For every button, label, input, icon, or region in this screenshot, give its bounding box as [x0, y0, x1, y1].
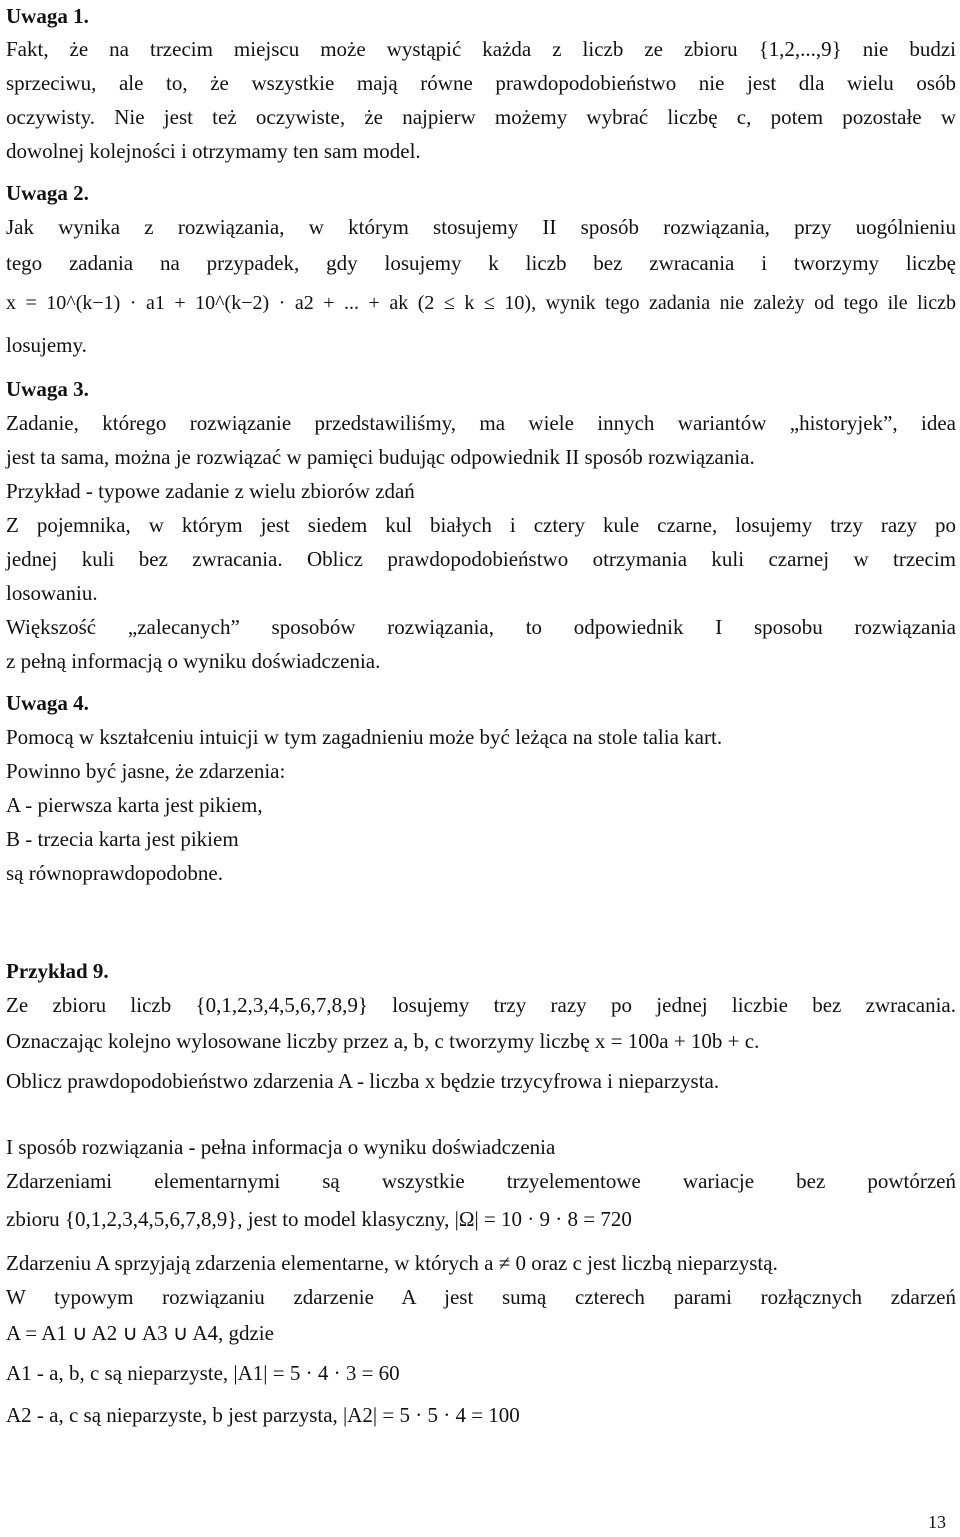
paragraph-line: z pełną informacją o wyniku doświadczenia. [6, 649, 381, 673]
paragraph-line: sprzeciwu, ale to, że wszystkie mają równe prawdopodobieństwo nie jest dla wielu osób [6, 71, 956, 95]
text: Fakt, że na trzecim miejscu może wystąpić każda z liczb ze zbioru {1,2,...,9} nie budzi [6, 37, 956, 61]
paragraph-line: Z pojemnika, w którym jest siedem kul białych i cztery kule czarne, losujemy trzy razy po [6, 513, 956, 537]
paragraph-line: jednej kuli bez zwracania. Oblicz prawdopodobieństwo otrzymania kuli czarnej w trzecim [6, 547, 956, 571]
heading-uwaga-3: Uwaga 3. [6, 377, 89, 401]
paragraph-line: Pomocą w kształceniu intuicji w tym zagadnieniu może być leżąca na stole talia kart. [6, 725, 723, 749]
solution-heading: I sposób rozwiązania - pełna informacja o wyniku doświadczenia [6, 1135, 556, 1159]
paragraph-line: Większość „zalecanych” sposobów rozwiązania, to odpowiednik I sposobu rozwiązania [6, 615, 956, 639]
formula-line: x = 10^(k−1) · a1 + 10^(k−2) · a2 + ... + ak (2 ≤ k ≤ 10), wynik tego zadania nie zależy od tego ile liczb [6, 292, 956, 314]
page-number: 13 [928, 1512, 946, 1532]
paragraph-line: A - pierwsza karta jest pikiem, [6, 793, 263, 817]
formula-line: A = A1 ∪ A2 ∪ A3 ∪ A4, gdzie [6, 1321, 274, 1345]
formula-line: A2 - a, c są nieparzyste, b jest parzysta, |A2| = 5 · 5 · 4 = 100 [6, 1403, 520, 1427]
paragraph-line: Jak wynika z rozwiązania, w którym stosujemy II sposób rozwiązania, przy uogólnieniu [6, 215, 956, 239]
heading-uwaga-2: Uwaga 2. [6, 181, 89, 205]
paragraph-line: dowolnej kolejności i otrzymamy ten sam model. [6, 139, 421, 163]
heading-uwaga-1: Uwaga 1. [6, 4, 89, 28]
paragraph-line: W typowym rozwiązaniu zdarzenie A jest sumą czterech parami rozłącznych zdarzeń [6, 1285, 956, 1309]
formula-line: zbioru {0,1,2,3,4,5,6,7,8,9}, jest to model klasyczny, |Ω| = 10 · 9 · 8 = 720 [6, 1207, 632, 1231]
paragraph-line: Ze zbioru liczb {0,1,2,3,4,5,6,7,8,9} losujemy trzy razy po jednej liczbie bez zwracania. [6, 993, 956, 1017]
example-title: Przykład - typowe zadanie z wielu zbiorów zdań [6, 479, 415, 503]
paragraph-line: jest ta sama, można je rozwiązać w pamięci budując odpowiednik II sposób rozwiązania. [6, 445, 755, 469]
paragraph-line: oczywisty. Nie jest też oczywiste, że najpierw możemy wybrać liczbę c, potem pozostałe w [6, 105, 956, 129]
paragraph-line: tego zadania na przypadek, gdy losujemy k liczb bez zwracania i tworzymy liczbę [6, 251, 956, 275]
paragraph-line [6, 36, 956, 62]
paragraph-line: są równoprawdopodobne. [6, 861, 223, 885]
heading-uwaga-4: Uwaga 4. [6, 691, 89, 715]
paragraph-line: Oblicz prawdopodobieństwo zdarzenia A - liczba x będzie trzycyfrowa i nieparzysta. [6, 1069, 720, 1093]
paragraph-line: Zdarzeniu A sprzyjają zdarzenia elementarne, w których a ≠ 0 oraz c jest liczbą nieparzystą. [6, 1251, 778, 1275]
paragraph-line: losowaniu. [6, 581, 98, 605]
paragraph-line: Zadanie, którego rozwiązanie przedstawiliśmy, ma wiele innych wariantów „historyjek”, idea [6, 411, 956, 435]
paragraph-line: Powinno być jasne, że zdarzenia: [6, 759, 286, 783]
paragraph-line: Zdarzeniami elementarnymi są wszystkie trzyelementowe wariacje bez powtórzeń [6, 1169, 956, 1193]
paragraph-line: losujemy. [6, 333, 87, 357]
heading-przyklad-9: Przykład 9. [6, 959, 109, 983]
formula-line: A1 - a, b, c są nieparzyste, |A1| = 5 · 4 · 3 = 60 [6, 1361, 400, 1385]
paragraph-line: Oznaczając kolejno wylosowane liczby przez a, b, c tworzymy liczbę x = 100a + 10b + c. [6, 1029, 760, 1053]
paragraph-line: B - trzecia karta jest pikiem [6, 827, 239, 851]
